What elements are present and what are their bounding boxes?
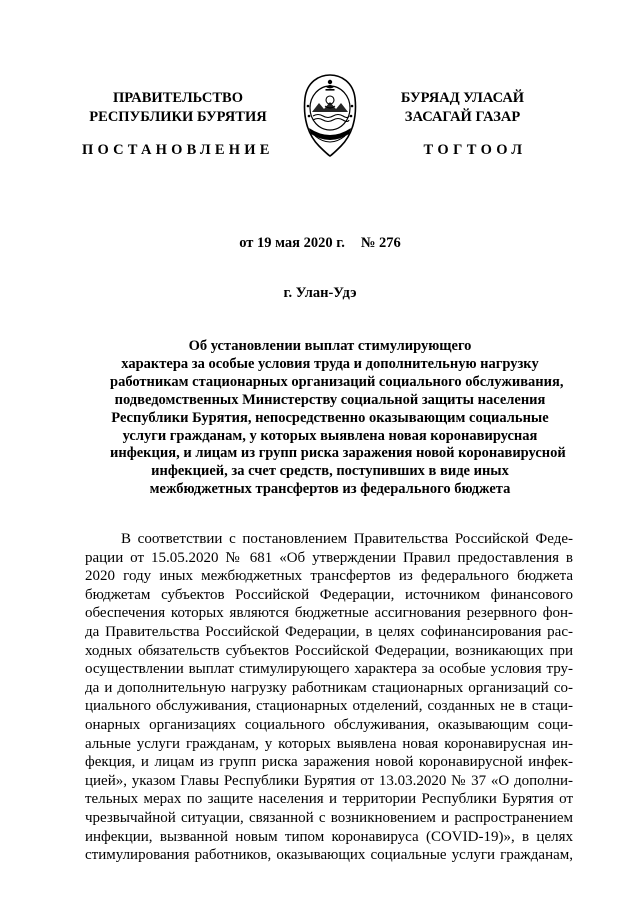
decree-date-number — [0, 235, 640, 252]
title-line: Об установлении выплат стимулирующего — [188, 338, 472, 354]
body-line: альные услуги гражданам, у которых выявлена новая коронавирусная ин- — [85, 735, 573, 752]
decree-number: № 276 — [360, 235, 401, 251]
title-line: подведомственных Министерству социальной защиты населения — [114, 391, 546, 408]
body-line: рации от 15.05.2020 № 681 «Об утверждении Правил предоставления в — [85, 549, 573, 566]
body-line: стимулирования работников, оказывающих социальные услуги гражданам, — [85, 847, 573, 864]
header-right-line: ЗАСАГАЙ ГАЗАР — [404, 109, 521, 125]
body-line: обеспечения которых являются бюджетные ассигнования резервного фон- — [85, 605, 573, 622]
header-left — [78, 89, 278, 127]
decree-title — [110, 338, 566, 499]
body-line: инфекции, вызванной новым типом коронавируса (COVID-19)», в целях — [85, 828, 573, 845]
body-line: тельных мерах по защите населения и территории Республики Бурятия от — [85, 791, 573, 808]
body-line: да Правительства Российской Федерации, в целях софинансирования рас- — [85, 623, 573, 640]
body-line: осуществлении выплат стимулирующего характера за особые условия тру- — [85, 661, 573, 678]
header-right — [370, 89, 555, 127]
body-line: фекция, и лицам из групп риска заражения новой коронавирусной инфек- — [85, 754, 573, 771]
header-right-line: БУРЯАД УЛАСАЙ — [400, 90, 525, 106]
title-line: работникам стационарных организаций социального обслуживания, — [110, 373, 564, 390]
body-line: да и дополнительную нагрузку работникам стационарных организаций со- — [85, 679, 573, 696]
title-line: услуги гражданам, у которых выявлена новая коронавирусная — [122, 427, 538, 444]
title-line: инфекция, и лицам из групп риска заражения новой коронавирусной — [110, 445, 566, 462]
decree-city: г. Улан-Удэ — [283, 285, 357, 301]
body-line: бюджетам субъектов Российской Федерации, источником финансового — [85, 586, 573, 603]
body-line: циального обслуживания, стационарных отделений, созданных не в стаци- — [85, 698, 573, 715]
header-left-line: РЕСПУБЛИКИ БУРЯТИЯ — [89, 109, 267, 125]
body-line: В соответствии с постановлением Правительства Российской Феде- — [121, 531, 573, 547]
body-line: чрезвычайной ситуации, связанной с возникновением и распространением — [85, 809, 573, 826]
title-line: Республики Бурятия, непосредственно оказывающим социальные — [111, 409, 549, 426]
body-line: цией», указом Главы Республики Бурятия от 13.03.2020 № 37 «О дополни- — [85, 772, 573, 789]
title-line: межбюджетных трансфертов из федерального бюджета — [149, 481, 511, 498]
title-line: инфекцией, за счет средств, поступивших в виде иных — [151, 463, 509, 480]
body-line: ходных обязательств субъектов Российской Федерации, возникающих при — [85, 642, 573, 659]
header-left-line: ПРАВИТЕЛЬСТВО — [113, 90, 243, 106]
decree-body-paragraph — [85, 530, 573, 865]
decree-label-russian: ПОСТАНОВЛЕНИЕ — [82, 142, 274, 158]
decree-date: от 19 мая 2020 г. — [239, 235, 345, 251]
decree-label-buryat: ТОГТООЛ — [423, 142, 527, 158]
title-line: характера за особые условия труда и дополнительную нагрузку — [121, 355, 539, 372]
body-line: 2020 году иных межбюджетных трансфертов из федерального бюджета — [85, 568, 573, 585]
coat-of-arms-emblem — [299, 72, 361, 158]
body-line: онарных организациях социального обслуживания, оказывающим соци- — [85, 716, 573, 733]
